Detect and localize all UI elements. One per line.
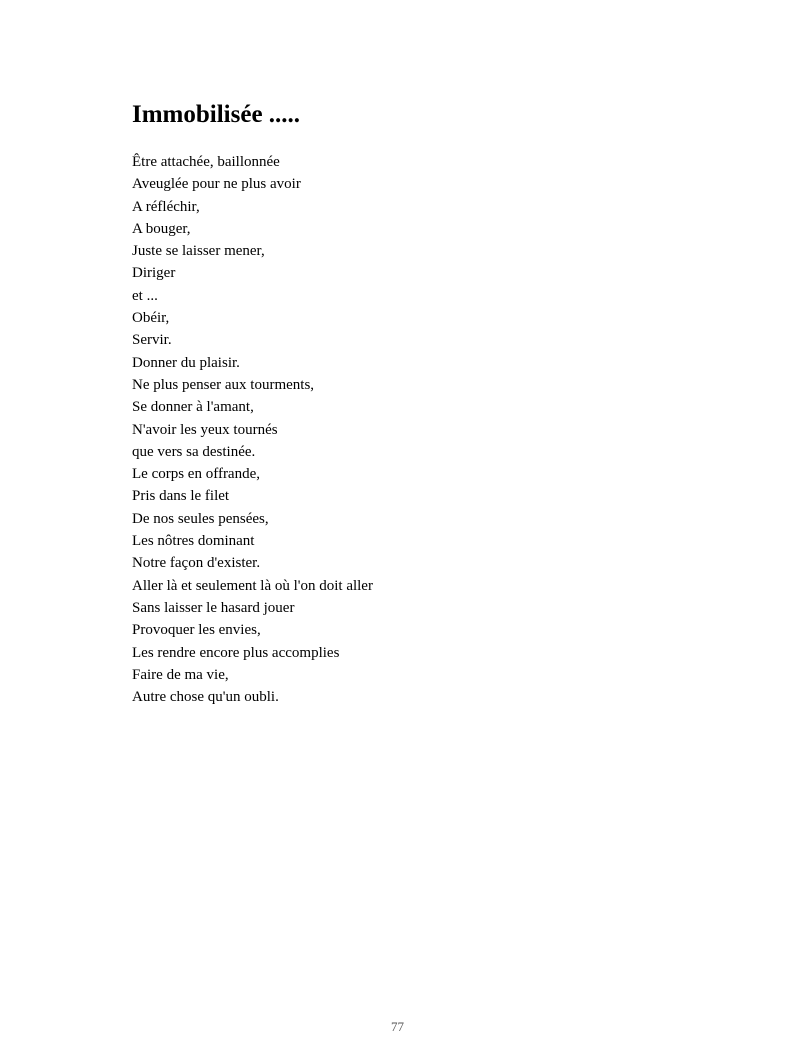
poem-line: Le corps en offrande, xyxy=(132,466,260,483)
poem-line: Autre chose qu'un oubli. xyxy=(132,689,279,706)
poem-line: Aveuglée pour ne plus avoir xyxy=(132,176,301,193)
poem-line: Être attachée, baillonnée xyxy=(132,154,280,170)
poem-title: Immobilisée ..... xyxy=(132,101,301,128)
poem-line: Sans laisser le hasard jouer xyxy=(132,599,295,616)
poem-line: Provoquer les envies, xyxy=(132,622,261,639)
poem-line: Les rendre encore plus accomplies xyxy=(132,644,340,661)
page-number: 77 xyxy=(391,1019,404,1034)
poem-line: Aller là et seulement là où l'on doit aller xyxy=(132,577,373,594)
poem-line: A réfléchir, xyxy=(132,198,200,215)
poem-line: Les nôtres dominant xyxy=(132,533,255,550)
poem-line: Ne plus penser aux tourments, xyxy=(132,376,315,393)
poem-line: Servir. xyxy=(132,332,172,349)
poem-line: Pris dans le filet xyxy=(132,488,230,505)
poem-line: Juste se laisser mener, xyxy=(132,243,265,260)
poem-line: et ... xyxy=(132,287,158,304)
poem-line: De nos seules pensées, xyxy=(132,510,269,527)
poem-line: Obéir, xyxy=(132,310,170,327)
poem-line: A bouger, xyxy=(132,220,191,237)
poem-line: que vers sa destinée. xyxy=(132,443,256,460)
poem-body xyxy=(132,151,373,708)
poem-line: Donner du plaisir. xyxy=(132,354,240,371)
poem-line: N'avoir les yeux tournés xyxy=(132,421,278,438)
poem-line: Faire de ma vie, xyxy=(132,666,229,683)
poem-line: Diriger xyxy=(132,265,176,282)
poem-line: Se donner à l'amant, xyxy=(132,399,254,416)
poem-line: Notre façon d'exister. xyxy=(132,555,261,572)
